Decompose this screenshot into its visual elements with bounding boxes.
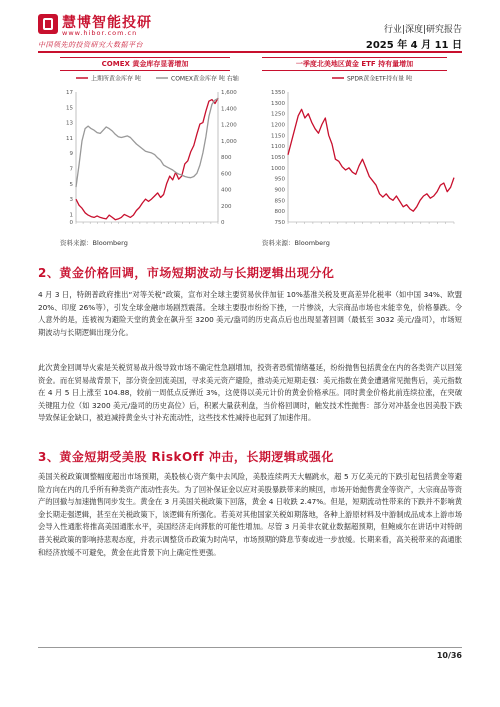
chart-1-source: 资料来源：Bloomberg [60,239,128,247]
chart-1-left-tick-label: 15 [66,105,73,112]
chart-2-left-tick-label: 900 [274,187,285,194]
chart-2-left-tick-label: 1100 [271,144,285,151]
brand-url[interactable]: www.hibor.com.cn [62,29,138,37]
chart-1-right-tick-label: 1,400 [221,106,237,113]
brand-slogan: 中国领先的投资研究大数据平台 [38,41,143,49]
brand-logo-icon [38,14,58,34]
section-2-heading: 2、黄金价格回调，市场短期波动与长期逻辑出现分化 [38,266,335,280]
chart-1-left-tick-label: 13 [66,120,73,127]
section-2-paragraph-1: 4 月 3 日，特朗普政府推出“对等关税”政策，宣布对全球主要贸易伙伴加征 10%基准关税及更高差异化税率（如中国 34%、欧盟 20%、印度 26%等），引发全球金融市场剧烈震荡。全球主要股市纷纷下挫，一片惨淡，大宗商品市场也未能幸免，价格暴跌。令人意外的是，连被视为避险天堂的黄金在飙升至 3200 美元/盎司的历史高点后也出现显著回调（最低至 3032 美元/盎司），市场短期波动与长期逻辑出现分化。 [38,290,462,337]
chart-1-left-tick-label: 7 [69,166,73,173]
chart-1-left-tick-label: 11 [66,135,73,142]
chart-2-left-tick-label: 750 [274,220,285,226]
section-3-paragraph-1: 美国关税政策调整幅度超出市场预期，美股核心资产集中去风险，美股连续两天大幅跳水，超 5 万亿美元的下跌引起包括黄金等避险方向在内的几乎所有种类资产流动性丧失。为了回补保证金以应对美股暴跌带来的赎回，市场开始抛售黄金等资产，大宗商品等资产的回撤与加速抛售同步发生。黄金在 3 月美国关税政策下回落，黄金 4 日收跌 2.47%。但是，短期流动性带来的下跌并不影响黄金长期走强逻辑，甚至在关税政策下，该逻辑有所强化。若美对其他国家关税如期落地，各种上游原材料及中游制成品成本上游市场会导入性通胀将推高美国通胀水平，美国经济走向滞胀的可能性增加。尽管 3 月美非农就业数据超预期，但鲍威尔在讲话中对特朗普关税政策的影响持悲观态度，并表示调整货币政策为时尚早，市场预期的降息节奏或进一步放缓。长期来看，高关税带来的高通胀和经济放缓不可避免，黄金在此背景下向上确定性更强。 [38,472,462,557]
chart-2-series-line-0 [288,109,454,211]
chart-2-left-tick-label: 1250 [271,111,285,118]
brand-name: 慧博智能投研 [62,15,152,31]
section-3-heading: 3、黄金短期受美股 RiskOff 冲击，长期逻辑或强化 [38,450,334,464]
chart-2-source: 资料来源：Bloomberg [262,239,330,247]
page-number: 10/36 [436,651,462,660]
legend-label-comex: COMEX黄金库存 吨 右轴 [171,75,239,83]
legend-label-shfe: 上期所黄金库存 吨 [91,75,141,83]
chart-1-right-tick-label: 1,200 [221,122,237,129]
footer-divider [38,647,462,648]
chart-1-legend [76,75,239,83]
section-2-paragraph-2: 此次黄金回调导火索是关税贸易战升级导致市场不确定性急剧增加，投资者恐慌情绪蔓延，纷纷抛售包括黄金在内的各类资产以回笼资金。而在贸易战背景下，部分资金回流美国，寻求美元资产避险，推动美元短期走强：美元指数在黄金遭遇常见抛售后，美元指数在 4 月 5 日上涨至 104.88，较前一周低点反弹近 3%，这使得以美元计价的黄金价格承压。同时黄金价格此前连续拉涨，在突破关键阻力位（如 3200 美元/盎司的历史高位）后，积累大量获利盘，当价格回调时，触发技术性抛售：部分对冲基金也因美股下跌导致保证金缺口，被迫减持黄金头寸补充流动性，这些技术性减持也起到了加速作用。 [38,363,462,423]
chart-2 [262,72,462,236]
chart-1-right-tick-label: 1,000 [221,138,237,145]
chart-1-series-line-1 [76,99,218,188]
chart-2-title: 一季度北美地区黄金 ETF 持有量增加 [262,57,447,71]
chart-1-right-tick-label: 400 [221,187,232,194]
chart-2-left-tick-label: 850 [274,198,285,205]
report-category: 行业|深度|研究报告 [383,25,462,35]
chart-1-left-tick-label: 5 [69,181,73,188]
chart-2-legend [332,75,412,83]
chart-1-title: COMEX 黄金库存显著增加 [60,57,230,71]
chart-2-left-tick-label: 1350 [271,90,285,96]
chart-1-left-tick-label: 17 [66,90,73,96]
chart-1-series-line-0 [76,98,218,220]
chart-1-right-tick-label: 200 [221,203,232,210]
chart-2-left-tick-label: 1050 [271,155,285,161]
chart-2-left-tick-label: 800 [274,209,285,216]
chart-1 [60,72,250,236]
header-divider [38,51,462,53]
chart-2-left-tick-label: 1300 [271,100,285,107]
chart-2-left-tick-label: 950 [274,176,285,183]
legend-label-spdr: SPDR黄金ETF持有量 吨 [347,75,413,83]
chart-1-left-tick-label: 9 [69,151,73,158]
chart-2-left-tick-label: 1000 [271,165,285,172]
chart-2-left-tick-label: 1150 [271,133,285,140]
chart-1-right-tick-label: 0 [221,220,225,226]
chart-1-left-tick-label: 1 [69,212,73,219]
chart-2-left-tick-label: 1200 [271,122,285,129]
report-date: 2025 年 4 月 11 日 [365,40,462,51]
chart-1-left-tick-label: 3 [69,197,73,204]
chart-1-right-tick-label: 800 [221,155,232,161]
chart-1-right-tick-label: 1,600 [221,90,237,96]
chart-1-right-tick-label: 600 [221,171,232,178]
chart-1-left-tick-label: 0 [69,220,73,226]
